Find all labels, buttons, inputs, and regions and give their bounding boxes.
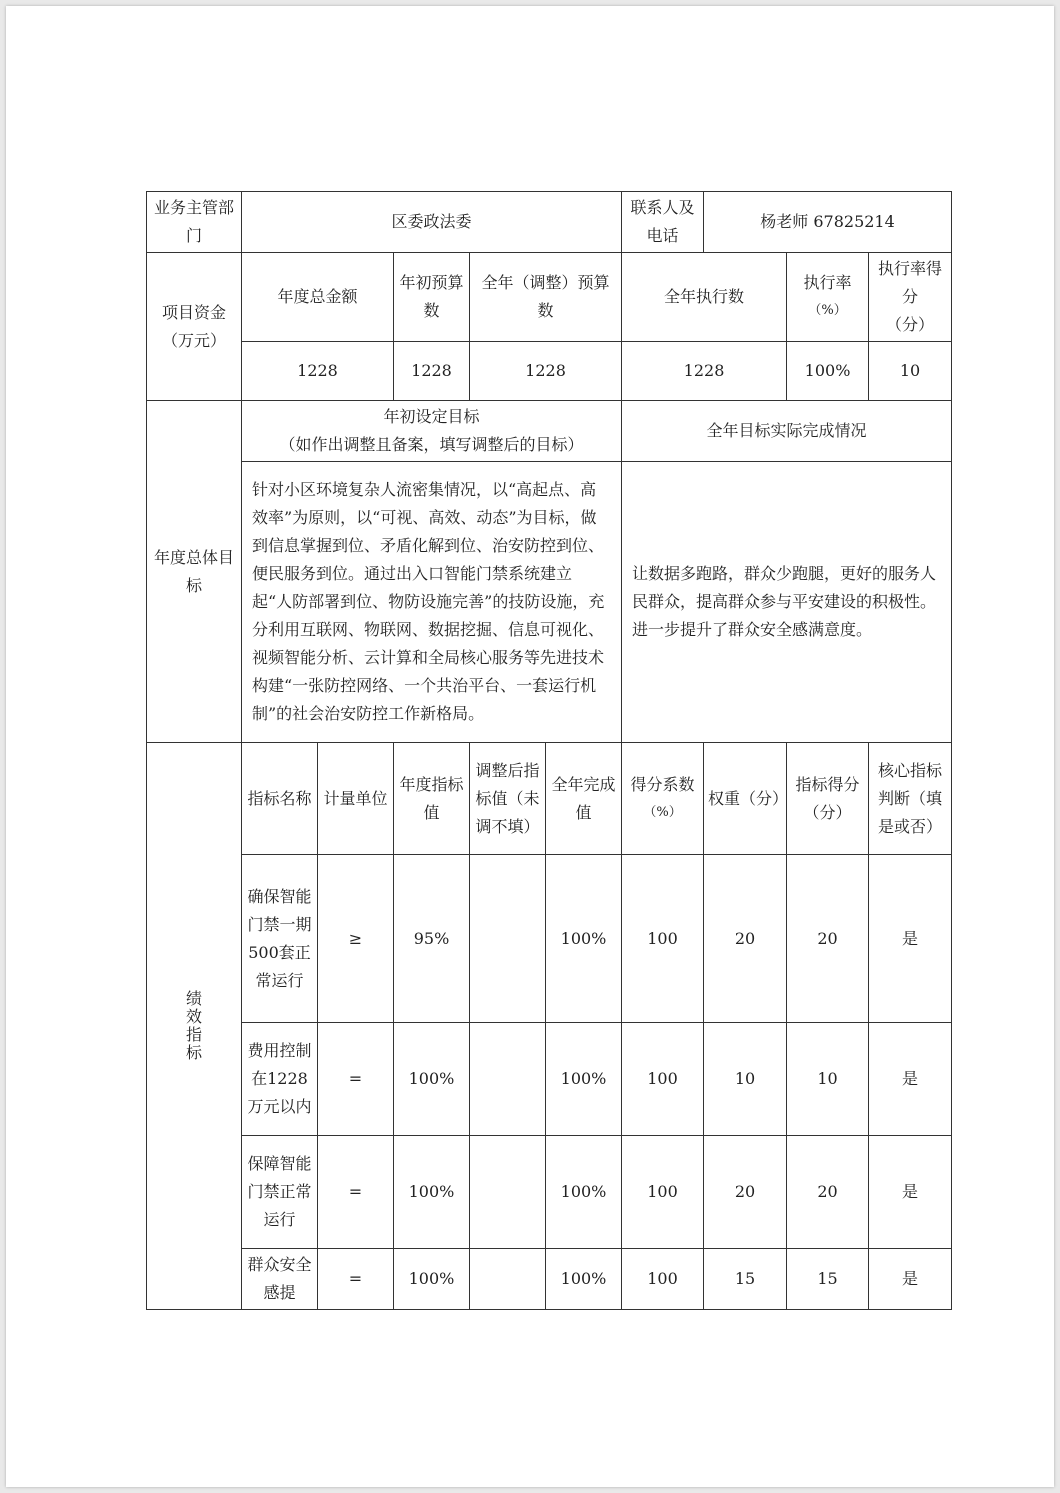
indicator-coef: 100 — [622, 1023, 704, 1136]
department-row — [147, 192, 952, 253]
initial-goal-header-text: 年初设定目标 — [383, 407, 480, 426]
indicator-score-header — [787, 743, 869, 855]
indicator-actual-header: 全年完成值 — [546, 743, 622, 855]
indicator-name: 群众安全感提 — [242, 1249, 318, 1310]
indicator-adjusted-header: 调整后指标值（未调不填） — [470, 743, 546, 855]
indicators-label-cell — [147, 743, 242, 1310]
indicator-weight-header: 权重（分） — [704, 743, 787, 855]
indicator-unit: = — [318, 1249, 394, 1310]
indicator-coef-header-text: 得分系数 — [630, 774, 695, 794]
funds-label: 项目资金（万元） — [147, 253, 242, 401]
indicator-target: 100% — [394, 1023, 470, 1136]
performance-report-table — [146, 191, 952, 1310]
indicator-coef: 100 — [622, 1249, 704, 1310]
annual-goal-label: 年度总体目标 — [147, 401, 242, 743]
funds-rate-score-header-text: 执行率得分 — [878, 259, 943, 306]
indicator-score: 20 — [787, 1136, 869, 1249]
department-value: 区委政法委 — [242, 192, 622, 253]
indicator-weight: 20 — [704, 855, 787, 1023]
indicator-score-header-text: 指标得分 — [795, 774, 860, 794]
funds-values-row — [147, 342, 952, 401]
indicator-adjusted — [470, 1023, 546, 1136]
indicator-name: 保障智能门禁正常运行 — [242, 1136, 318, 1249]
initial-goal-header — [242, 401, 622, 462]
indicator-unit: ≥ — [318, 855, 394, 1023]
indicator-name-header: 指标名称 — [242, 743, 318, 855]
actual-goal-text: 让数据多跑路，群众少跑腿，更好的服务人民群众，提高群众参与平安建设的积极性。进一步提升了群众安全感满意度。 — [622, 462, 952, 743]
indicator-unit-header: 计量单位 — [318, 743, 394, 855]
funds-adjusted-header: 全年（调整）预算数 — [470, 253, 622, 342]
indicator-weight: 15 — [704, 1249, 787, 1310]
indicator-row — [147, 855, 952, 1023]
indicator-row — [147, 1023, 952, 1136]
indicator-coef-header — [622, 743, 704, 855]
actual-goal-header: 全年目标实际完成情况 — [622, 401, 952, 462]
indicator-actual: 100% — [546, 855, 622, 1023]
funds-rate-header — [787, 253, 869, 342]
funds-rate-score-header — [869, 253, 952, 342]
funds-executed-header: 全年执行数 — [622, 253, 787, 342]
indicator-coef: 100 — [622, 855, 704, 1023]
indicator-score: 20 — [787, 855, 869, 1023]
funds-rate-header-unit: （%） — [808, 303, 847, 318]
indicator-actual: 100% — [546, 1023, 622, 1136]
funds-rate-value: 100% — [787, 342, 869, 401]
indicator-core: 是 — [869, 1136, 952, 1249]
indicator-target: 100% — [394, 1249, 470, 1310]
indicator-target-header: 年度指标值 — [394, 743, 470, 855]
document-page — [6, 6, 1054, 1487]
initial-goal-text: 针对小区环境复杂人流密集情况，以“高起点、高效率”为原则，以“可视、高效、动态”为目标，做到信息掌握到位、矛盾化解到位、治安防控到位、便民服务到位。通过出入口智能门禁系统建立起“人防部署到位、物防设施完善”的技防设施，充分利用互联网、物联网、数据挖掘、信息可视化、视频智能分析、云计算和全局核心服务等先进技术构建“一张防控网络、一个共治平台、一套运行机制”的社会治安防控工作新格局。 — [242, 462, 622, 743]
indicator-weight: 10 — [704, 1023, 787, 1136]
indicator-adjusted — [470, 1249, 546, 1310]
department-label: 业务主管部门 — [147, 192, 242, 253]
funds-rate-score-header-unit: （分） — [886, 315, 935, 334]
indicators-header-row — [147, 743, 952, 855]
indicator-actual: 100% — [546, 1136, 622, 1249]
indicator-weight: 20 — [704, 1136, 787, 1249]
funds-initial-value: 1228 — [394, 342, 470, 401]
indicator-adjusted — [470, 855, 546, 1023]
indicator-name: 费用控制在1228万元以内 — [242, 1023, 318, 1136]
indicators-label: 绩效指标 — [186, 989, 203, 1062]
indicator-score-header-unit: （分） — [803, 802, 852, 822]
indicator-core: 是 — [869, 855, 952, 1023]
funds-executed-value: 1228 — [622, 342, 787, 401]
indicator-actual: 100% — [546, 1249, 622, 1310]
funds-rate-score-value: 10 — [869, 342, 952, 401]
indicator-target: 95% — [394, 855, 470, 1023]
indicator-score: 15 — [787, 1249, 869, 1310]
annual-goal-content-row — [147, 462, 952, 743]
indicator-core: 是 — [869, 1023, 952, 1136]
funds-header-row — [147, 253, 952, 342]
indicator-adjusted — [470, 1136, 546, 1249]
contact-value: 杨老师 67825214 — [704, 192, 952, 253]
indicator-unit: = — [318, 1136, 394, 1249]
indicator-core: 是 — [869, 1249, 952, 1310]
indicator-core-header: 核心指标判断（填是或否） — [869, 743, 952, 855]
funds-rate-header-text: 执行率 — [803, 273, 852, 292]
indicator-name: 确保智能门禁一期500套正常运行 — [242, 855, 318, 1023]
annual-goal-header-row — [147, 401, 952, 462]
indicator-row — [147, 1249, 952, 1310]
funds-total-header: 年度总金额 — [242, 253, 394, 342]
indicator-target: 100% — [394, 1136, 470, 1249]
indicator-unit: = — [318, 1023, 394, 1136]
indicator-coef-header-unit: （%） — [643, 804, 682, 820]
initial-goal-header-note: （如作出调整且备案，填写调整后的目标） — [279, 435, 584, 454]
funds-adjusted-value: 1228 — [470, 342, 622, 401]
indicator-coef: 100 — [622, 1136, 704, 1249]
indicator-score: 10 — [787, 1023, 869, 1136]
funds-initial-header: 年初预算数 — [394, 253, 470, 342]
indicator-row — [147, 1136, 952, 1249]
contact-label: 联系人及电话 — [622, 192, 704, 253]
funds-total-value: 1228 — [242, 342, 394, 401]
